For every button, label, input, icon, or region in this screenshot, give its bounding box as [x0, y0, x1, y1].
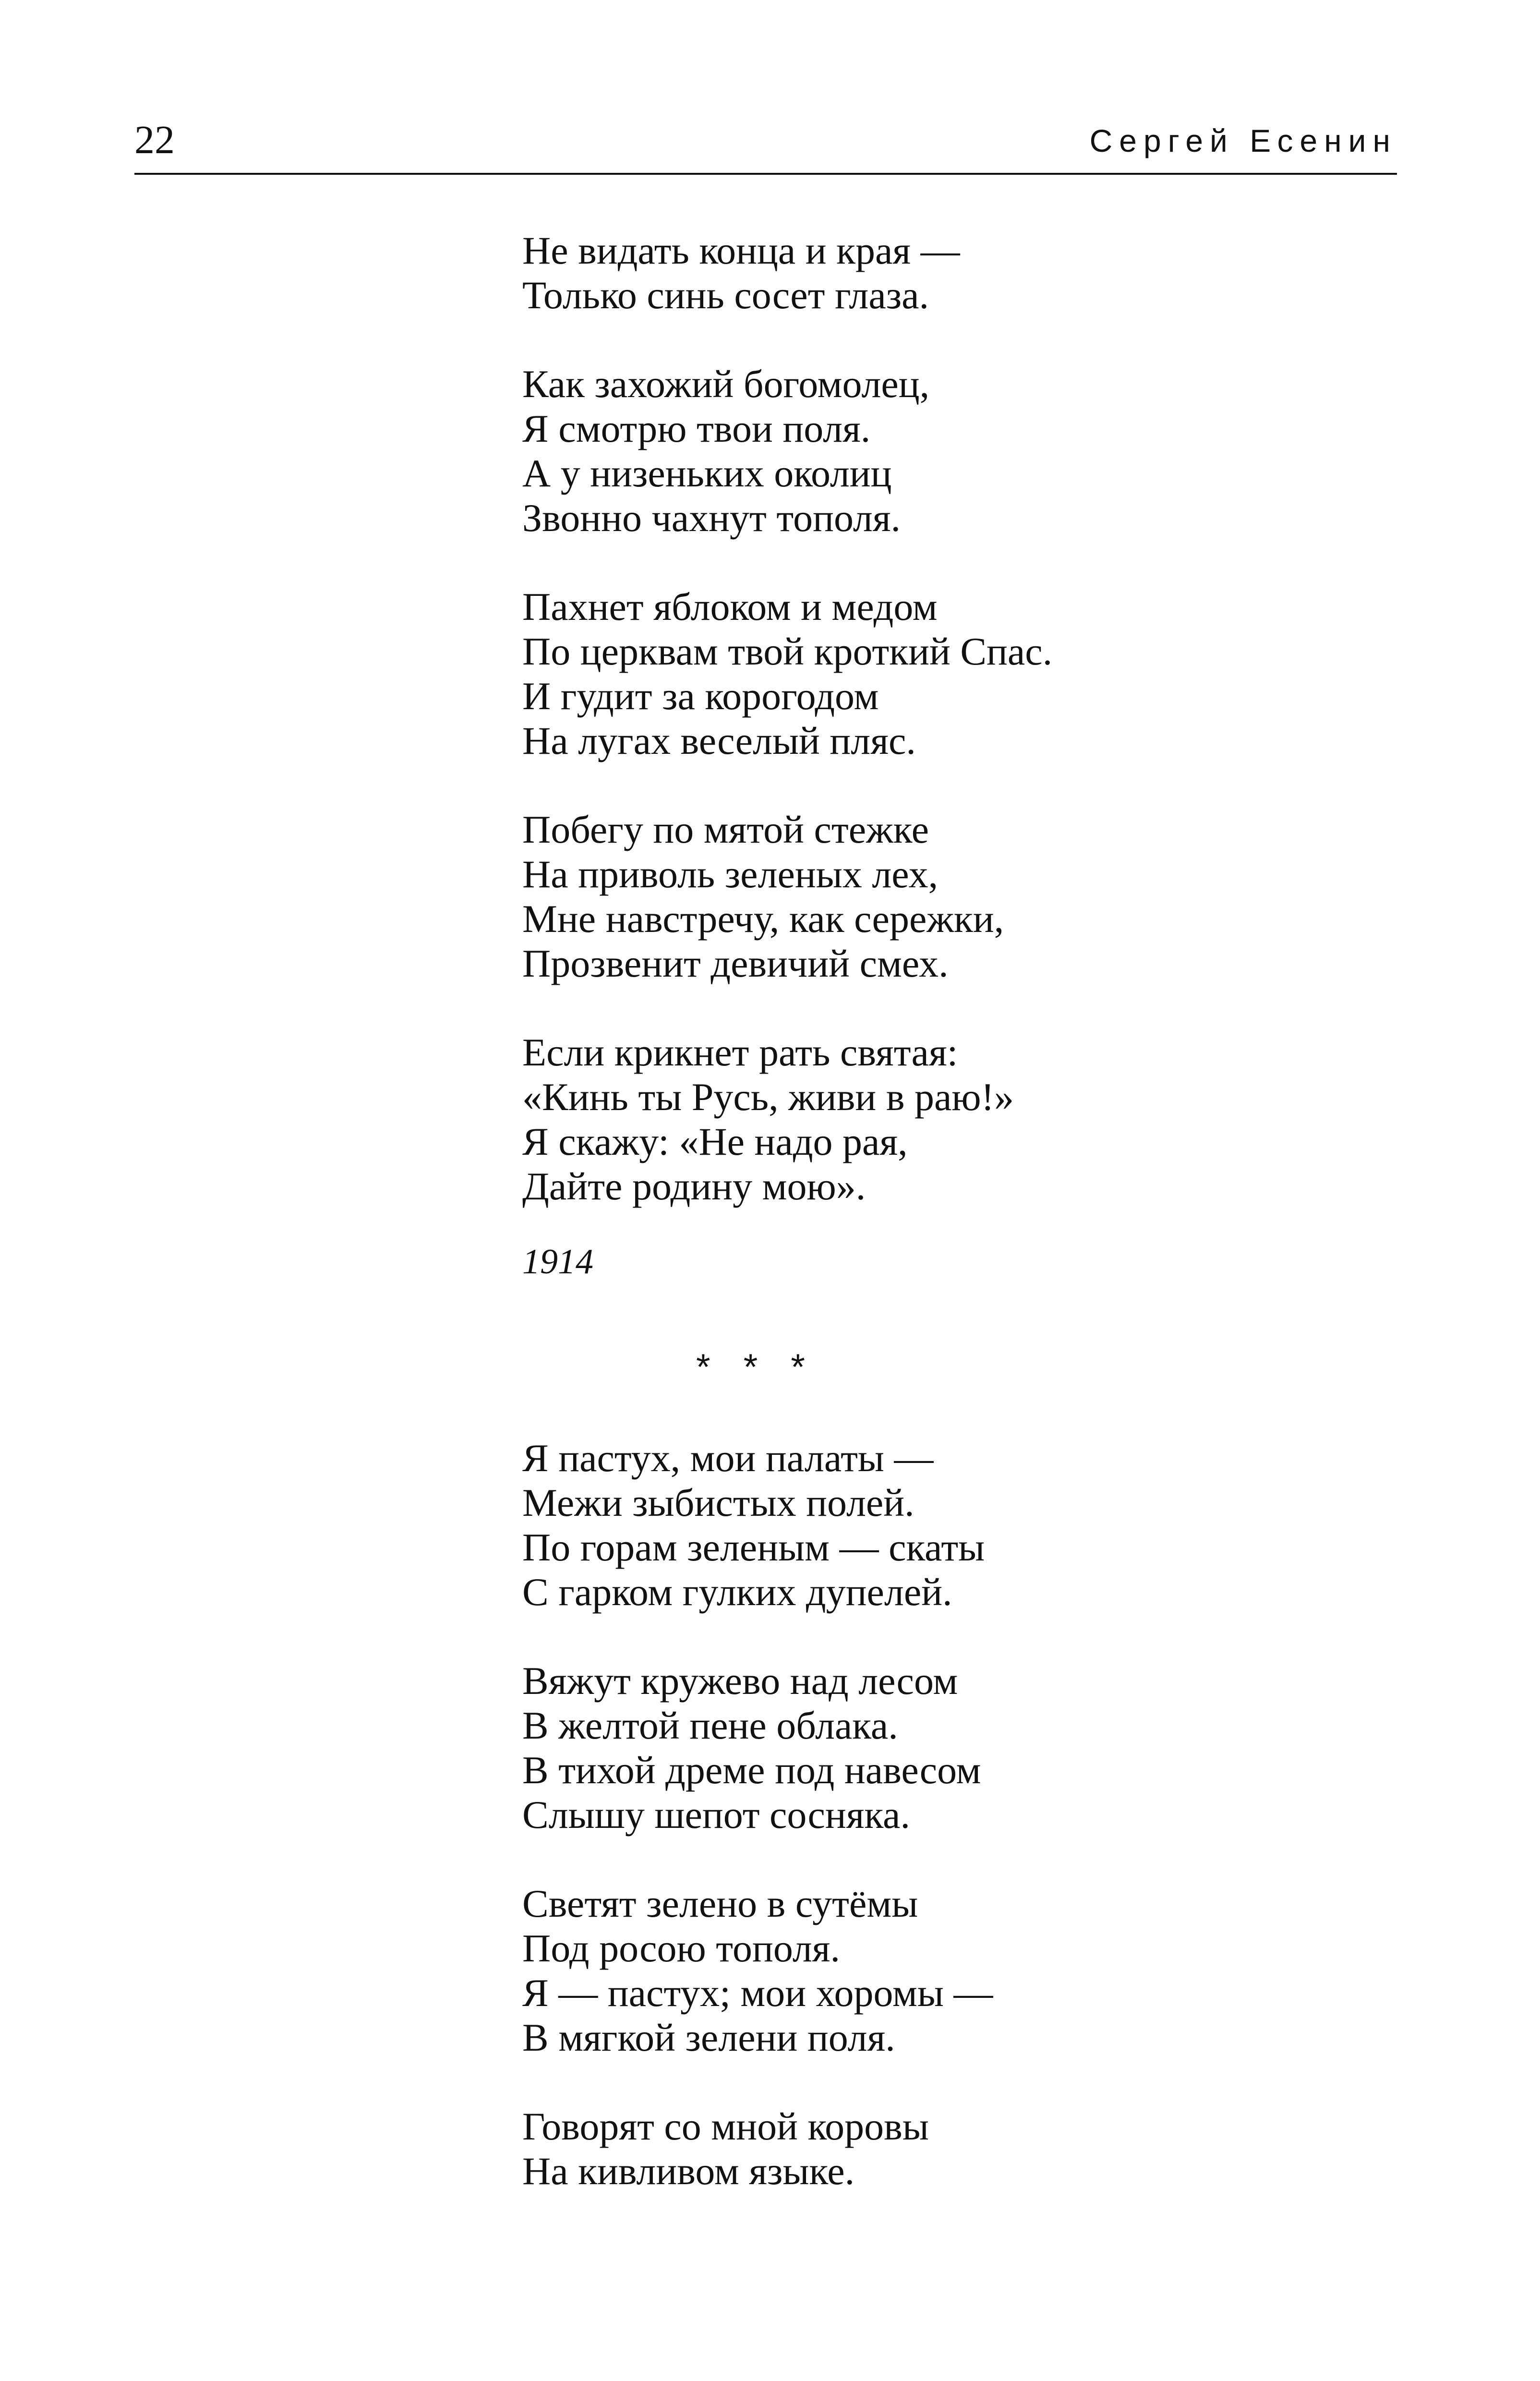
- stanza: [522, 807, 1290, 986]
- page-number: 22: [134, 118, 175, 162]
- poem-line: Мне навстречу, как сережки,: [522, 897, 1004, 941]
- poem-line: Если крикнет рать святая:: [522, 1030, 958, 1074]
- poem-line: Пахнет яблоком и медом: [522, 585, 938, 628]
- poem-line: Побегу по мятой стежке: [522, 808, 929, 851]
- poem-line: Вяжут кружево над лесом: [522, 1659, 958, 1703]
- poem-line: На лугах веселый пляс.: [522, 719, 916, 762]
- stanza: [522, 584, 1290, 763]
- poem-line: Прозвенит девичий смех.: [522, 942, 949, 985]
- poem-line: По горам зеленым — скаты: [522, 1525, 985, 1569]
- poem-line: «Кинь ты Русь, живи в раю!»: [522, 1075, 1014, 1119]
- poem-line: Только синь сосет глаза.: [522, 273, 929, 317]
- poem-line: Я скажу: «Не надо рая,: [522, 1120, 908, 1163]
- poem-line: Дайте родину мою».: [522, 1164, 866, 1208]
- page-header: [134, 106, 1397, 175]
- poem-line: На кивливом языке.: [522, 2149, 855, 2193]
- stanza: [522, 2104, 1290, 2193]
- poem-line: Как захожий богомолец,: [522, 362, 930, 406]
- poem-line: Межи зыбистых полей.: [522, 1481, 914, 1524]
- poem-line: Слышу шепот сосняка.: [522, 1793, 910, 1837]
- running-head-author: Сергей Есенин: [1089, 123, 1397, 158]
- section-separator: * * *: [696, 1347, 817, 1388]
- poem-line: И гудит за корогодом: [522, 674, 879, 718]
- stanza: [522, 1030, 1290, 1209]
- stanza: [522, 362, 1290, 540]
- poem-date: 1914: [522, 1242, 593, 1281]
- stanza: [522, 1436, 1290, 1614]
- poem-line: Не видать конца и края —: [522, 229, 960, 272]
- poem-line: В желтой пене облака.: [522, 1704, 898, 1747]
- poem-two: [522, 1436, 1290, 2237]
- poem-line: А у низеньких околиц: [522, 451, 892, 495]
- poem-line: Я смотрю твои поля.: [522, 407, 871, 450]
- poem-line: С гарком гулких дупелей.: [522, 1570, 952, 1614]
- poem-line: Светят зелено в сутёмы: [522, 1882, 918, 1925]
- poem-line: По церквам твой кроткий Спас.: [522, 629, 1053, 673]
- poem-line: Под росою тополя.: [522, 1926, 840, 1970]
- poem-line: Я пастух, мои палаты —: [522, 1436, 934, 1480]
- poem-line: На приволь зеленых лех,: [522, 852, 938, 896]
- poem-line: Говорят со мной коровы: [522, 2104, 929, 2148]
- poem-line: Звонно чахнут тополя.: [522, 496, 901, 540]
- stanza: [522, 1658, 1290, 1837]
- poem-line: В мягкой зелени поля.: [522, 2016, 895, 2059]
- stanza: [522, 228, 1290, 317]
- stanza: [522, 1881, 1290, 2060]
- poem-line: Я — пастух; мои хоромы —: [522, 1971, 993, 2015]
- poem-one: [522, 228, 1290, 1280]
- poem-line: В тихой дреме под навесом: [522, 1748, 981, 1792]
